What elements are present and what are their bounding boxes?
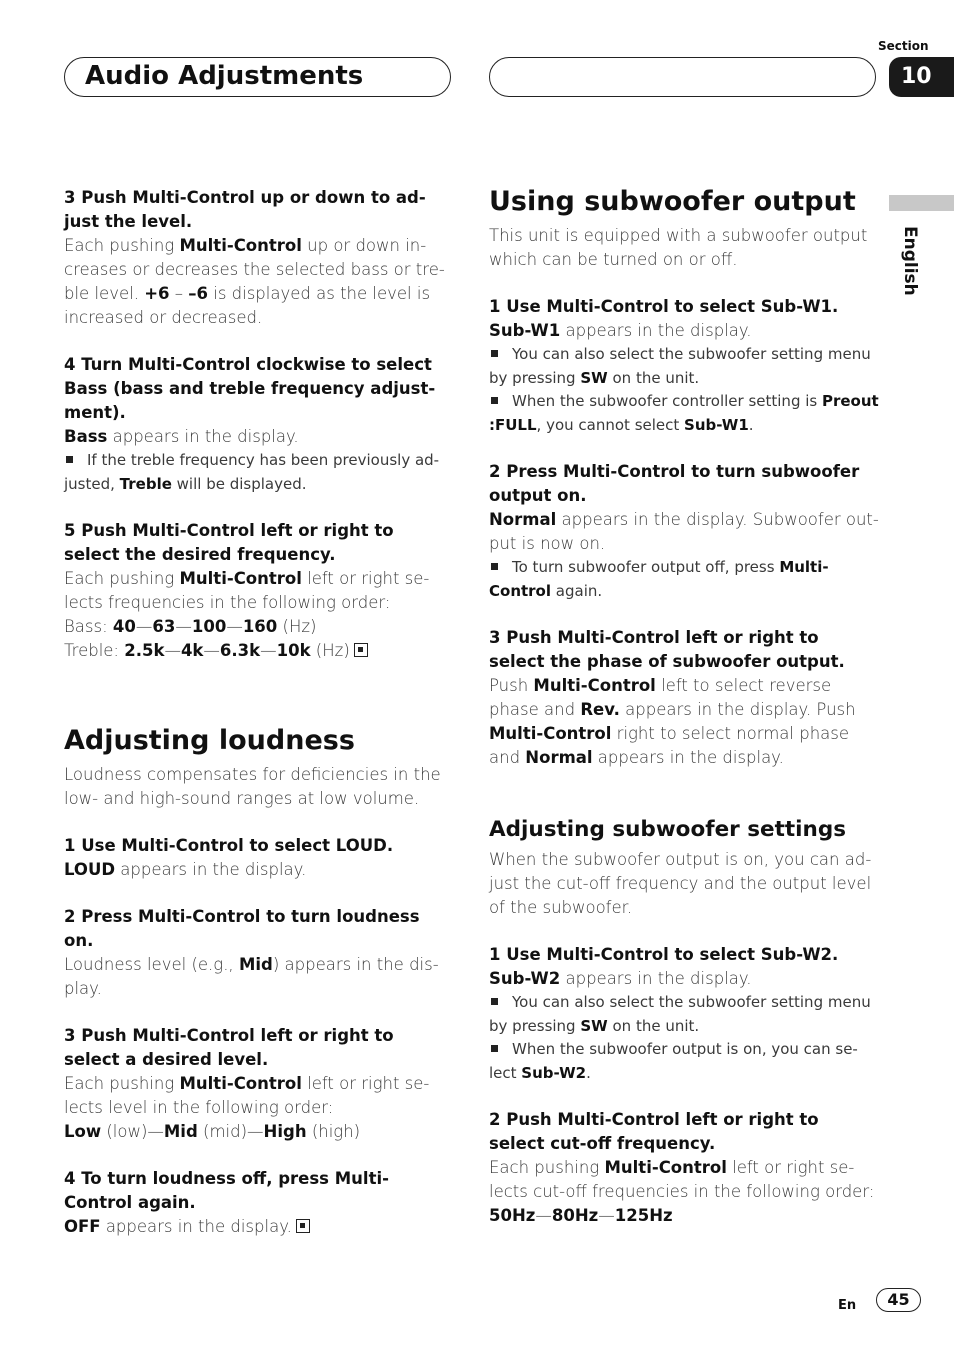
page-number: 45	[876, 1288, 921, 1312]
treble-frequency-order: Treble: 2.5k—4k—6.3k—10k (Hz)	[64, 639, 454, 663]
subwoofer-step-2-body: Normal appears in the display. Subwoofer out- put is now on.	[489, 510, 879, 553]
bass-frequency-order: Bass: 40—63—100—160 (Hz)	[64, 617, 317, 636]
subwoofer-step-3-body: Push Multi-Control left to select reverse phase and Rev. appears in the display. Push Multi-Control right to select normal phase and Normal appears in the display.	[489, 676, 856, 767]
end-of-section-icon	[296, 1219, 310, 1233]
step-5-heading: 5 Push Multi-Control left or right to select the desired frequency.	[64, 521, 394, 564]
bullet-square-icon	[491, 397, 498, 404]
subwoofer-intro: This unit is equipped with a subwoofer output which can be turned on or off.	[489, 226, 868, 269]
step-3-body: Each pushing Multi-Control up or down in- creases or decreases the selected bass or tre- ble level. +6 – –6 is displayed as the level is increased or decreased.	[64, 236, 445, 327]
loudness-intro: Loudness compensates for deficiencies in the low- and high-sound ranges at low volume.	[64, 765, 441, 808]
loudness-step-4-heading: 4 To turn loudness off, press Multi-Control again.	[64, 1169, 389, 1212]
right-column	[489, 186, 879, 1228]
section-number-badge: 10	[889, 57, 954, 97]
cutoff-frequency-order: 50Hz—80Hz—125Hz	[489, 1206, 673, 1225]
subwoofer-step-1-note-1: You can also select the subwoofer setting menu by pressing SW on the unit.	[489, 345, 871, 387]
step-4-heading: 4 Turn Multi-Control clockwise to select Bass (bass and treble frequency adjust- ment).	[64, 355, 436, 422]
loudness-step-2-body: Loudness level (e.g., Mid) appears in the dis- play.	[64, 955, 439, 998]
language-tab-bar	[889, 195, 954, 211]
bullet-square-icon	[491, 563, 498, 570]
subwoofer-step-3-heading: 3 Push Multi-Control left or right to select the phase of subwoofer output.	[489, 628, 845, 671]
settings-step-1-heading: 1 Use Multi-Control to select Sub-W2.	[489, 945, 839, 964]
bullet-square-icon	[491, 350, 498, 357]
settings-step-1-note-2: When the subwoofer output is on, you can se- lect Sub-W2.	[489, 1040, 858, 1082]
subwoofer-step-2-heading: 2 Press Multi-Control to turn subwoofer output on.	[489, 462, 860, 505]
step-5-body: Each pushing Multi-Control left or right se- lects frequencies in the following order:	[64, 569, 430, 612]
loudness-step-4-body: OFF appears in the display.	[64, 1215, 454, 1239]
step-3-heading: 3 Push Multi-Control up or down to ad- just the level.	[64, 188, 426, 231]
subwoofer-settings-title: Adjusting subwoofer settings	[489, 817, 847, 842]
header-blank-pill	[489, 57, 876, 97]
left-column	[64, 186, 454, 1239]
language-label: English	[900, 226, 920, 296]
loudness-step-1-body: LOUD appears in the display.	[64, 860, 307, 879]
settings-step-1-note-1: You can also select the subwoofer setting menu by pressing SW on the unit.	[489, 993, 871, 1035]
footer-language-code: En	[838, 1298, 857, 1313]
subwoofer-step-1-heading: 1 Use Multi-Control to select Sub-W1.	[489, 297, 839, 316]
subwoofer-step-2-note: To turn subwoofer output off, press Multi-Control again.	[489, 558, 829, 600]
loudness-level-order: Low (low)—Mid (mid)—High (high)	[64, 1122, 361, 1141]
loudness-step-1-heading: 1 Use Multi-Control to select LOUD.	[64, 836, 394, 855]
subwoofer-settings-intro: When the subwoofer output is on, you can ad- just the cut-off frequency and the output level of the subwoofer.	[489, 850, 872, 917]
bullet-square-icon	[66, 456, 73, 463]
end-of-section-icon	[354, 643, 368, 657]
loudness-step-3-body: Each pushing Multi-Control left or right se- lects level in the following order:	[64, 1074, 430, 1117]
step-4-note: If the treble frequency has been previously ad- justed, Treble will be displayed.	[64, 451, 440, 493]
settings-step-2-heading: 2 Push Multi-Control left or right to select cut-off frequency.	[489, 1110, 819, 1153]
subwoofer-section-title: Using subwoofer output	[489, 186, 856, 217]
header-title-pill	[64, 57, 451, 97]
loudness-section-title: Adjusting loudness	[64, 725, 355, 756]
bullet-square-icon	[491, 998, 498, 1005]
subwoofer-step-1-body: Sub-W1 appears in the display.	[489, 321, 752, 340]
loudness-step-3-heading: 3 Push Multi-Control left or right to select a desired level.	[64, 1026, 394, 1069]
page-title: Audio Adjustments	[85, 61, 364, 91]
settings-step-1-body: Sub-W2 appears in the display.	[489, 969, 752, 988]
step-4-body: Bass appears in the display.	[64, 427, 299, 446]
loudness-step-2-heading: 2 Press Multi-Control to turn loudness on.	[64, 907, 420, 950]
bullet-square-icon	[491, 1045, 498, 1052]
subwoofer-step-1-note-2: When the subwoofer controller setting is Preout :FULL, you cannot select Sub-W1.	[489, 392, 879, 434]
settings-step-2-body: Each pushing Multi-Control left or right se- lects cut-off frequencies in the following order:	[489, 1158, 875, 1201]
section-label: Section	[878, 39, 929, 53]
